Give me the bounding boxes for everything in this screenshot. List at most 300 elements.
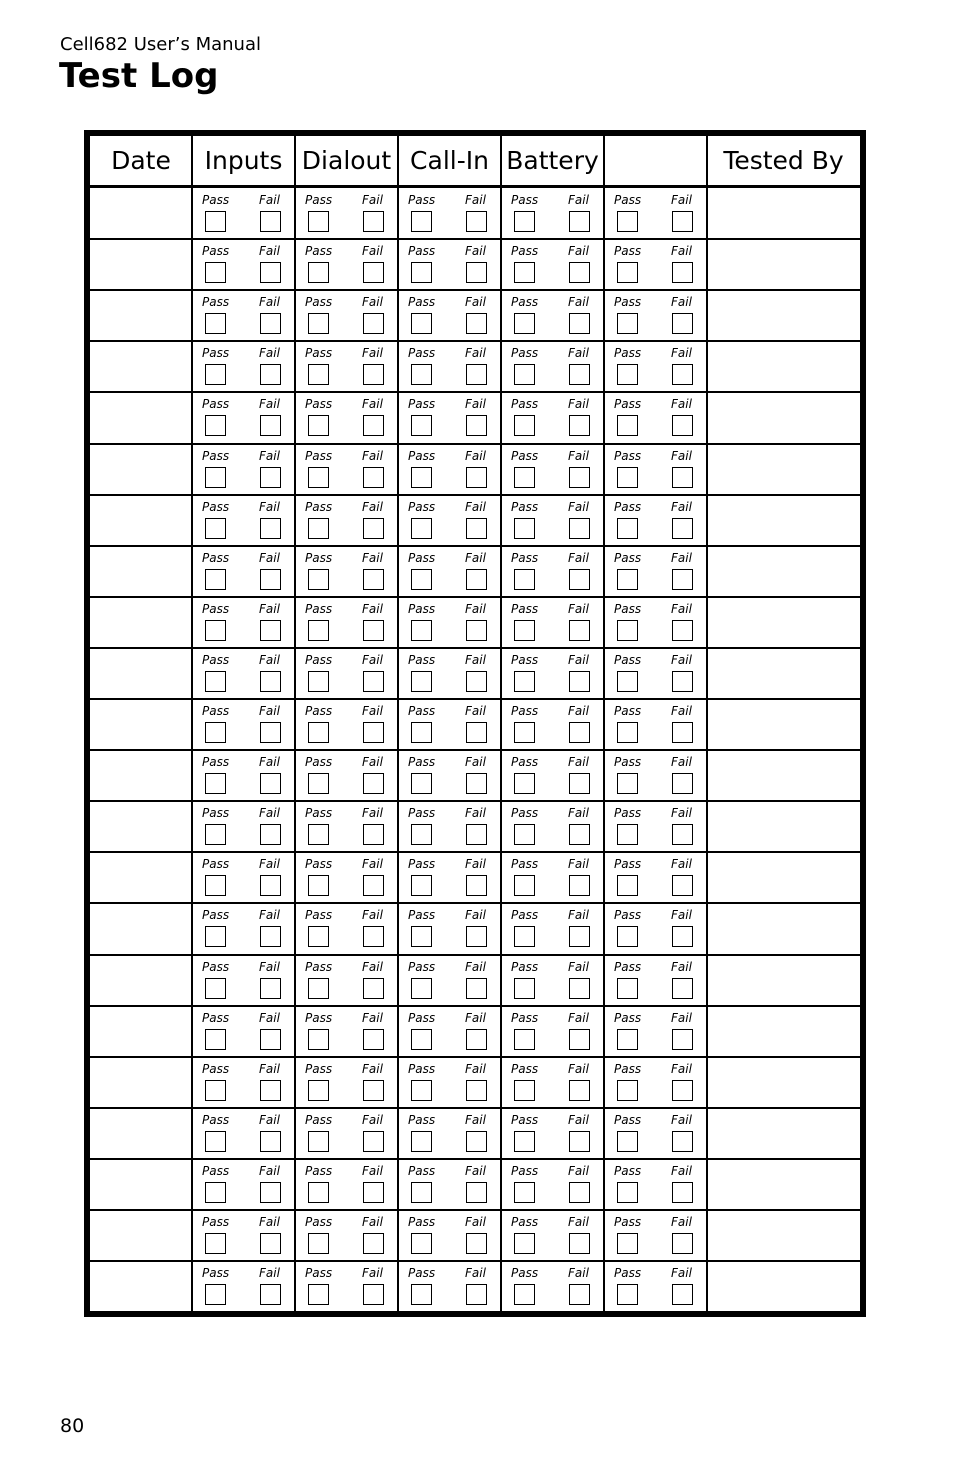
pass-checkbox[interactable] <box>308 773 329 794</box>
pass-checkbox[interactable] <box>308 1029 329 1050</box>
pass-checkbox[interactable] <box>514 824 535 845</box>
fail-checkbox[interactable] <box>569 978 590 999</box>
fail-checkbox[interactable] <box>363 364 384 385</box>
fail-checkbox[interactable] <box>672 875 693 896</box>
fail-checkbox[interactable] <box>260 926 281 947</box>
date-cell[interactable] <box>90 495 192 544</box>
fail-checkbox[interactable] <box>672 1233 693 1254</box>
pass-checkbox[interactable] <box>514 569 535 590</box>
tested-by-cell[interactable] <box>708 1057 860 1106</box>
fail-checkbox[interactable] <box>466 824 487 845</box>
pass-checkbox[interactable] <box>205 1029 226 1050</box>
fail-checkbox[interactable] <box>466 313 487 334</box>
fail-checkbox[interactable] <box>363 262 384 283</box>
pass-checkbox[interactable] <box>514 1182 535 1203</box>
pass-checkbox[interactable] <box>205 926 226 947</box>
fail-checkbox[interactable] <box>363 1182 384 1203</box>
pass-checkbox[interactable] <box>411 313 432 334</box>
pass-checkbox[interactable] <box>205 364 226 385</box>
pass-checkbox[interactable] <box>617 211 638 232</box>
fail-checkbox[interactable] <box>569 1182 590 1203</box>
pass-checkbox[interactable] <box>514 1080 535 1101</box>
fail-checkbox[interactable] <box>466 262 487 283</box>
pass-label: Pass <box>511 755 539 770</box>
fail-checkbox[interactable] <box>260 467 281 488</box>
pass-checkbox[interactable] <box>411 364 432 385</box>
fail-checkbox[interactable] <box>260 620 281 641</box>
pass-checkbox[interactable] <box>617 313 638 334</box>
pass-checkbox[interactable] <box>411 415 432 436</box>
tested-by-cell[interactable] <box>708 546 860 595</box>
tested-by-cell[interactable] <box>708 648 860 697</box>
fail-label: Fail <box>465 601 486 616</box>
tested-by-cell[interactable] <box>708 444 860 493</box>
pass-checkbox[interactable] <box>514 773 535 794</box>
fail-checkbox[interactable] <box>466 1284 487 1305</box>
pass-checkbox[interactable] <box>617 1080 638 1101</box>
fail-checkbox[interactable] <box>363 1284 384 1305</box>
fail-checkbox[interactable] <box>672 211 693 232</box>
pass-checkbox[interactable] <box>411 620 432 641</box>
tested-by-cell[interactable] <box>708 188 860 237</box>
fail-checkbox[interactable] <box>466 978 487 999</box>
fail-checkbox[interactable] <box>363 824 384 845</box>
pass-checkbox[interactable] <box>617 1182 638 1203</box>
fail-checkbox[interactable] <box>363 722 384 743</box>
tested-by-cell[interactable] <box>708 341 860 390</box>
pass-checkbox[interactable] <box>308 313 329 334</box>
fail-checkbox[interactable] <box>260 1284 281 1305</box>
fail-checkbox[interactable] <box>672 518 693 539</box>
fail-checkbox[interactable] <box>569 1131 590 1152</box>
pass-checkbox[interactable] <box>205 313 226 334</box>
tested-by-cell[interactable] <box>708 1108 860 1157</box>
pass-checkbox[interactable] <box>411 262 432 283</box>
tested-by-cell[interactable] <box>708 699 860 748</box>
pass-checkbox[interactable] <box>411 1029 432 1050</box>
fail-checkbox[interactable] <box>260 518 281 539</box>
fail-checkbox[interactable] <box>672 1182 693 1203</box>
fail-checkbox[interactable] <box>569 518 590 539</box>
fail-checkbox[interactable] <box>569 1080 590 1101</box>
date-cell[interactable] <box>90 955 192 1004</box>
pass-checkbox[interactable] <box>411 211 432 232</box>
fail-checkbox[interactable] <box>363 978 384 999</box>
pass-checkbox[interactable] <box>617 518 638 539</box>
fail-checkbox[interactable] <box>363 518 384 539</box>
fail-checkbox[interactable] <box>569 824 590 845</box>
fail-checkbox[interactable] <box>569 1029 590 1050</box>
fail-checkbox[interactable] <box>569 1233 590 1254</box>
fail-checkbox[interactable] <box>260 211 281 232</box>
pass-checkbox[interactable] <box>308 671 329 692</box>
date-cell[interactable] <box>90 290 192 339</box>
tested-by-cell[interactable] <box>708 750 860 799</box>
fail-label: Fail <box>362 959 383 974</box>
pass-checkbox[interactable] <box>205 671 226 692</box>
pass-checkbox[interactable] <box>411 1131 432 1152</box>
fail-checkbox[interactable] <box>466 1029 487 1050</box>
pass-checkbox[interactable] <box>205 518 226 539</box>
fail-checkbox[interactable] <box>672 978 693 999</box>
fail-checkbox[interactable] <box>260 773 281 794</box>
pass-checkbox[interactable] <box>617 1284 638 1305</box>
pass-checkbox[interactable] <box>205 978 226 999</box>
pass-checkbox[interactable] <box>411 1080 432 1101</box>
pass-checkbox[interactable] <box>308 1080 329 1101</box>
pass-checkbox[interactable] <box>411 824 432 845</box>
pass-label: Pass <box>614 295 642 310</box>
fail-checkbox[interactable] <box>672 569 693 590</box>
fail-checkbox[interactable] <box>569 211 590 232</box>
fail-checkbox[interactable] <box>569 415 590 436</box>
pass-checkbox[interactable] <box>308 518 329 539</box>
pass-checkbox[interactable] <box>205 211 226 232</box>
pass-checkbox[interactable] <box>205 467 226 488</box>
fail-checkbox[interactable] <box>672 1284 693 1305</box>
tested-by-cell[interactable] <box>708 1006 860 1055</box>
fail-checkbox[interactable] <box>466 467 487 488</box>
pass-checkbox[interactable] <box>205 1284 226 1305</box>
fail-checkbox[interactable] <box>363 926 384 947</box>
check-cell <box>193 699 295 748</box>
date-cell[interactable] <box>90 188 192 237</box>
pass-label: Pass <box>614 652 642 667</box>
pass-checkbox[interactable] <box>308 415 329 436</box>
fail-checkbox[interactable] <box>466 773 487 794</box>
tested-by-cell[interactable] <box>708 495 860 544</box>
date-cell[interactable] <box>90 699 192 748</box>
date-cell[interactable] <box>90 1006 192 1055</box>
pass-checkbox[interactable] <box>617 467 638 488</box>
fail-checkbox[interactable] <box>569 671 590 692</box>
fail-checkbox[interactable] <box>569 313 590 334</box>
date-cell[interactable] <box>90 648 192 697</box>
pass-checkbox[interactable] <box>411 875 432 896</box>
fail-checkbox[interactable] <box>363 569 384 590</box>
pass-checkbox[interactable] <box>514 467 535 488</box>
pass-label: Pass <box>614 448 642 463</box>
pass-checkbox[interactable] <box>205 824 226 845</box>
pass-checkbox[interactable] <box>308 1131 329 1152</box>
fail-checkbox[interactable] <box>260 1233 281 1254</box>
fail-checkbox[interactable] <box>466 875 487 896</box>
fail-checkbox[interactable] <box>260 1182 281 1203</box>
date-cell[interactable] <box>90 750 192 799</box>
pass-checkbox[interactable] <box>514 415 535 436</box>
fail-checkbox[interactable] <box>672 364 693 385</box>
fail-checkbox[interactable] <box>363 1029 384 1050</box>
pass-checkbox[interactable] <box>514 1029 535 1050</box>
pass-checkbox[interactable] <box>617 671 638 692</box>
fail-checkbox[interactable] <box>569 569 590 590</box>
pass-checkbox[interactable] <box>617 824 638 845</box>
fail-checkbox[interactable] <box>466 671 487 692</box>
date-cell[interactable] <box>90 1108 192 1157</box>
check-cell <box>193 495 295 544</box>
date-cell[interactable] <box>90 1057 192 1106</box>
pass-checkbox[interactable] <box>308 824 329 845</box>
check-cell <box>605 1006 707 1055</box>
pass-checkbox[interactable] <box>617 364 638 385</box>
pass-checkbox[interactable] <box>514 722 535 743</box>
pass-checkbox[interactable] <box>514 1284 535 1305</box>
pass-checkbox[interactable] <box>308 1284 329 1305</box>
fail-checkbox[interactable] <box>363 1080 384 1101</box>
fail-checkbox[interactable] <box>260 671 281 692</box>
pass-label: Pass <box>408 601 436 616</box>
fail-checkbox[interactable] <box>466 722 487 743</box>
pass-checkbox[interactable] <box>205 1182 226 1203</box>
pass-checkbox[interactable] <box>514 875 535 896</box>
pass-checkbox[interactable] <box>514 262 535 283</box>
pass-checkbox[interactable] <box>308 722 329 743</box>
fail-checkbox[interactable] <box>672 722 693 743</box>
pass-label: Pass <box>202 806 230 821</box>
fail-checkbox[interactable] <box>260 364 281 385</box>
pass-checkbox[interactable] <box>617 773 638 794</box>
fail-checkbox[interactable] <box>672 773 693 794</box>
fail-label: Fail <box>362 397 383 412</box>
pass-checkbox[interactable] <box>205 569 226 590</box>
date-cell[interactable] <box>90 1261 192 1310</box>
date-cell[interactable] <box>90 239 192 288</box>
check-cell <box>296 648 398 697</box>
fail-label: Fail <box>259 755 280 770</box>
tested-by-cell[interactable] <box>708 955 860 1004</box>
fail-checkbox[interactable] <box>466 1080 487 1101</box>
pass-checkbox[interactable] <box>514 1233 535 1254</box>
fail-checkbox[interactable] <box>363 1131 384 1152</box>
fail-checkbox[interactable] <box>672 1080 693 1101</box>
pass-checkbox[interactable] <box>308 364 329 385</box>
fail-checkbox[interactable] <box>260 824 281 845</box>
tested-by-cell[interactable] <box>708 290 860 339</box>
fail-checkbox[interactable] <box>466 364 487 385</box>
fail-checkbox[interactable] <box>569 722 590 743</box>
fail-checkbox[interactable] <box>363 620 384 641</box>
check-cell <box>605 495 707 544</box>
fail-checkbox[interactable] <box>363 773 384 794</box>
tested-by-cell[interactable] <box>708 801 860 850</box>
pass-checkbox[interactable] <box>617 1233 638 1254</box>
fail-checkbox[interactable] <box>672 620 693 641</box>
check-cell <box>502 903 604 952</box>
pass-label: Pass <box>408 1215 436 1229</box>
pass-label: Pass <box>408 397 436 412</box>
fail-checkbox[interactable] <box>363 875 384 896</box>
fail-checkbox[interactable] <box>569 875 590 896</box>
fail-label: Fail <box>259 652 280 667</box>
date-cell[interactable] <box>90 852 192 901</box>
pass-checkbox[interactable] <box>205 1080 226 1101</box>
pass-checkbox[interactable] <box>617 926 638 947</box>
date-cell[interactable] <box>90 1159 192 1208</box>
fail-checkbox[interactable] <box>466 211 487 232</box>
pass-checkbox[interactable] <box>617 569 638 590</box>
pass-checkbox[interactable] <box>308 1233 329 1254</box>
pass-checkbox[interactable] <box>205 722 226 743</box>
pass-checkbox[interactable] <box>308 1182 329 1203</box>
check-cell <box>399 955 501 1004</box>
tested-by-cell[interactable] <box>708 597 860 646</box>
pass-checkbox[interactable] <box>617 415 638 436</box>
pass-checkbox[interactable] <box>617 1029 638 1050</box>
date-cell[interactable] <box>90 444 192 493</box>
pass-checkbox[interactable] <box>514 211 535 232</box>
fail-checkbox[interactable] <box>363 1233 384 1254</box>
tested-by-cell[interactable] <box>708 239 860 288</box>
pass-checkbox[interactable] <box>411 467 432 488</box>
pass-checkbox[interactable] <box>411 978 432 999</box>
date-cell[interactable] <box>90 546 192 595</box>
pass-checkbox[interactable] <box>308 620 329 641</box>
pass-checkbox[interactable] <box>205 1131 226 1152</box>
date-cell[interactable] <box>90 903 192 952</box>
fail-label: Fail <box>465 1266 486 1281</box>
fail-checkbox[interactable] <box>672 262 693 283</box>
date-cell[interactable] <box>90 1210 192 1259</box>
date-cell[interactable] <box>90 801 192 850</box>
fail-checkbox[interactable] <box>466 1182 487 1203</box>
pass-checkbox[interactable] <box>617 1131 638 1152</box>
check-cell <box>605 188 707 237</box>
pass-checkbox[interactable] <box>205 620 226 641</box>
check-cell <box>502 1006 604 1055</box>
pass-checkbox[interactable] <box>514 313 535 334</box>
fail-checkbox[interactable] <box>569 364 590 385</box>
fail-checkbox[interactable] <box>569 467 590 488</box>
tested-by-cell[interactable] <box>708 1159 860 1208</box>
fail-checkbox[interactable] <box>569 620 590 641</box>
fail-checkbox[interactable] <box>260 313 281 334</box>
fail-checkbox[interactable] <box>466 518 487 539</box>
fail-checkbox[interactable] <box>672 467 693 488</box>
fail-checkbox[interactable] <box>466 1131 487 1152</box>
pass-checkbox[interactable] <box>617 620 638 641</box>
tested-by-cell[interactable] <box>708 1261 860 1310</box>
fail-label: Fail <box>568 550 589 565</box>
pass-checkbox[interactable] <box>308 569 329 590</box>
pass-checkbox[interactable] <box>308 926 329 947</box>
fail-checkbox[interactable] <box>260 722 281 743</box>
tested-by-cell[interactable] <box>708 392 860 441</box>
fail-checkbox[interactable] <box>672 313 693 334</box>
pass-checkbox[interactable] <box>411 722 432 743</box>
pass-label: Pass <box>408 295 436 310</box>
check-cell <box>502 392 604 441</box>
pass-checkbox[interactable] <box>205 415 226 436</box>
pass-checkbox[interactable] <box>514 978 535 999</box>
fail-checkbox[interactable] <box>260 1131 281 1152</box>
fail-checkbox[interactable] <box>569 262 590 283</box>
pass-checkbox[interactable] <box>514 1131 535 1152</box>
pass-checkbox[interactable] <box>411 671 432 692</box>
pass-checkbox[interactable] <box>411 1233 432 1254</box>
pass-checkbox[interactable] <box>205 262 226 283</box>
fail-checkbox[interactable] <box>260 569 281 590</box>
date-cell[interactable] <box>90 341 192 390</box>
fail-checkbox[interactable] <box>363 211 384 232</box>
fail-checkbox[interactable] <box>466 415 487 436</box>
pass-checkbox[interactable] <box>514 926 535 947</box>
fail-label: Fail <box>465 295 486 310</box>
pass-checkbox[interactable] <box>411 569 432 590</box>
pass-checkbox[interactable] <box>617 262 638 283</box>
pass-checkbox[interactable] <box>514 364 535 385</box>
pass-checkbox[interactable] <box>205 773 226 794</box>
pass-checkbox[interactable] <box>617 978 638 999</box>
pass-label: Pass <box>408 1112 436 1127</box>
pass-checkbox[interactable] <box>205 875 226 896</box>
tested-by-cell[interactable] <box>708 1210 860 1259</box>
fail-checkbox[interactable] <box>569 926 590 947</box>
pass-checkbox[interactable] <box>411 773 432 794</box>
pass-checkbox[interactable] <box>411 1182 432 1203</box>
fail-checkbox[interactable] <box>363 467 384 488</box>
check-cell <box>502 239 604 288</box>
fail-label: Fail <box>465 346 486 361</box>
fail-checkbox[interactable] <box>569 773 590 794</box>
fail-checkbox[interactable] <box>260 978 281 999</box>
pass-checkbox[interactable] <box>308 467 329 488</box>
fail-label: Fail <box>362 704 383 718</box>
fail-checkbox[interactable] <box>363 671 384 692</box>
tested-by-cell[interactable] <box>708 852 860 901</box>
pass-checkbox[interactable] <box>205 1233 226 1254</box>
pass-checkbox[interactable] <box>514 620 535 641</box>
fail-checkbox[interactable] <box>363 415 384 436</box>
pass-checkbox[interactable] <box>411 926 432 947</box>
pass-checkbox[interactable] <box>308 262 329 283</box>
pass-checkbox[interactable] <box>411 518 432 539</box>
fail-checkbox[interactable] <box>466 620 487 641</box>
date-cell[interactable] <box>90 392 192 441</box>
pass-checkbox[interactable] <box>308 211 329 232</box>
pass-checkbox[interactable] <box>308 978 329 999</box>
fail-checkbox[interactable] <box>569 1284 590 1305</box>
date-cell[interactable] <box>90 597 192 646</box>
column-header-inputs: Inputs <box>204 146 283 175</box>
fail-checkbox[interactable] <box>260 875 281 896</box>
fail-checkbox[interactable] <box>466 926 487 947</box>
pass-checkbox[interactable] <box>308 875 329 896</box>
pass-checkbox[interactable] <box>617 722 638 743</box>
fail-checkbox[interactable] <box>363 313 384 334</box>
fail-label: Fail <box>671 1061 692 1076</box>
fail-checkbox[interactable] <box>672 671 693 692</box>
fail-checkbox[interactable] <box>672 926 693 947</box>
fail-checkbox[interactable] <box>672 1029 693 1050</box>
pass-checkbox[interactable] <box>514 518 535 539</box>
fail-checkbox[interactable] <box>672 824 693 845</box>
pass-checkbox[interactable] <box>514 671 535 692</box>
fail-checkbox[interactable] <box>466 569 487 590</box>
check-cell <box>296 392 398 441</box>
pass-checkbox[interactable] <box>411 1284 432 1305</box>
pass-label: Pass <box>202 346 230 361</box>
fail-checkbox[interactable] <box>672 415 693 436</box>
fail-checkbox[interactable] <box>260 1029 281 1050</box>
fail-checkbox[interactable] <box>260 415 281 436</box>
fail-checkbox[interactable] <box>672 1131 693 1152</box>
fail-checkbox[interactable] <box>260 1080 281 1101</box>
tested-by-cell[interactable] <box>708 903 860 952</box>
fail-checkbox[interactable] <box>466 1233 487 1254</box>
pass-checkbox[interactable] <box>617 875 638 896</box>
fail-checkbox[interactable] <box>260 262 281 283</box>
fail-label: Fail <box>465 857 486 872</box>
